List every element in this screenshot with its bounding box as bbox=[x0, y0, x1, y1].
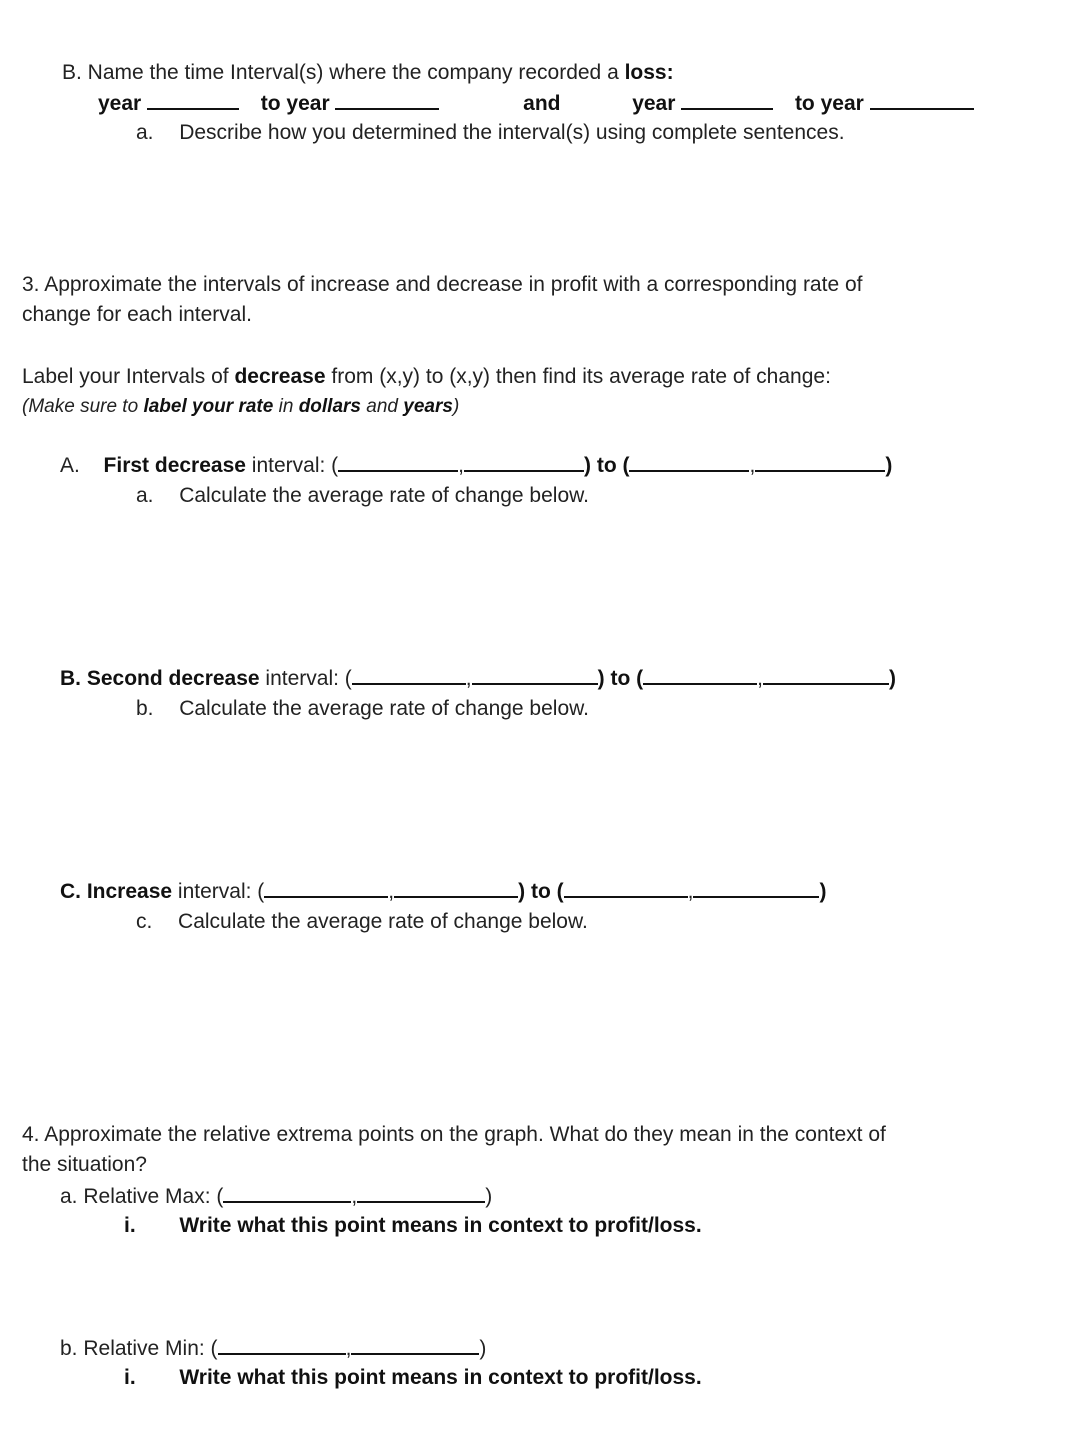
close-paren: ) bbox=[479, 1337, 487, 1360]
close-paren: ) bbox=[819, 880, 827, 903]
interval-a-sub-text: Calculate the average rate of change below. bbox=[179, 484, 589, 507]
relative-min-context-text: Write what this point means in context to profit/loss. bbox=[179, 1366, 702, 1389]
interval-c-y2-blank[interactable] bbox=[693, 878, 819, 898]
interval-b-y1-blank[interactable] bbox=[472, 665, 598, 685]
interval-c-x2-blank[interactable] bbox=[564, 878, 688, 898]
i-marker: i. bbox=[124, 1366, 136, 1389]
interval-c-sub-marker: c. bbox=[136, 910, 153, 933]
relative-max-context-text: Write what this point means in context to profit/loss. bbox=[179, 1214, 702, 1237]
year-blank-1[interactable] bbox=[147, 90, 239, 110]
sub-a-marker: a. bbox=[136, 121, 154, 144]
and-label: and bbox=[523, 92, 561, 115]
interval-b-row bbox=[60, 665, 896, 692]
relative-max-context bbox=[124, 1213, 702, 1239]
interval-a-x1-blank[interactable] bbox=[338, 452, 458, 472]
interval-a-rest: interval: ( bbox=[245, 454, 339, 477]
sub-a-text: Describe how you determined the interval(s) using complete sentences. bbox=[179, 121, 845, 144]
interval-c-sub-text: Calculate the average rate of change below. bbox=[178, 910, 588, 933]
loss-subquestion-a bbox=[136, 120, 845, 146]
interval-a-bold: First decrease bbox=[103, 454, 246, 477]
note-mid: in bbox=[273, 396, 299, 417]
year-label-2: year bbox=[632, 92, 676, 115]
interval-a-x2-blank[interactable] bbox=[629, 452, 749, 472]
q3-line-1: 3. Approximate the intervals of increase and decrease in profit with a corresponding rate of bbox=[22, 273, 863, 296]
q3-line-2: change for each interval. bbox=[22, 303, 252, 326]
comma: , bbox=[757, 667, 763, 690]
relative-min-context bbox=[124, 1365, 702, 1391]
relative-min-y-blank[interactable] bbox=[351, 1335, 479, 1355]
relative-min-label: b. Relative Min: ( bbox=[60, 1337, 218, 1360]
relative-max-y-blank[interactable] bbox=[357, 1183, 485, 1203]
comma: , bbox=[345, 1337, 352, 1360]
to-label: ) to ( bbox=[584, 454, 630, 477]
q4-line-2: the situation? bbox=[22, 1153, 147, 1176]
to-label: ) to ( bbox=[597, 667, 644, 690]
comma: , bbox=[749, 454, 756, 477]
interval-a-sub bbox=[136, 483, 589, 509]
interval-a-y2-blank[interactable] bbox=[755, 452, 885, 472]
to-year-label-1: to year bbox=[260, 92, 330, 115]
interval-b-sub-marker: b. bbox=[136, 697, 154, 720]
interval-c-sub bbox=[136, 909, 588, 935]
label-pre: Label your Intervals of bbox=[22, 365, 235, 388]
label-bold: decrease bbox=[234, 365, 326, 388]
q3-label-instruction bbox=[22, 364, 831, 390]
interval-a-sub-marker: a. bbox=[136, 484, 154, 507]
interval-b-x2-blank[interactable] bbox=[643, 665, 757, 685]
to-year-label-2: to year bbox=[794, 92, 864, 115]
relative-max-row bbox=[60, 1183, 492, 1210]
interval-b-bold: B. Second decrease bbox=[60, 667, 260, 690]
year-blank-4[interactable] bbox=[870, 90, 974, 110]
note-bold-3: years bbox=[403, 396, 453, 417]
interval-b-sub-text: Calculate the average rate of change below. bbox=[179, 697, 589, 720]
interval-a-marker: A. bbox=[60, 454, 80, 477]
to-label: ) to ( bbox=[518, 880, 564, 903]
note-bold-2: dollars bbox=[298, 396, 361, 417]
comma: , bbox=[458, 454, 464, 477]
q4-line-1: 4. Approximate the relative extrema points on the graph. What do they mean in the context of bbox=[22, 1123, 886, 1146]
interval-b-y2-blank[interactable] bbox=[763, 665, 889, 685]
relative-min-x-blank[interactable] bbox=[218, 1335, 346, 1355]
interval-b-x1-blank[interactable] bbox=[352, 665, 466, 685]
interval-c-bold: C. Increase bbox=[60, 880, 173, 903]
year-blank-3[interactable] bbox=[681, 90, 773, 110]
note-post: ) bbox=[452, 396, 460, 417]
close-paren: ) bbox=[888, 667, 896, 690]
interval-c-y1-blank[interactable] bbox=[394, 878, 518, 898]
interval-c-rest: interval: ( bbox=[172, 880, 265, 903]
comma: , bbox=[351, 1185, 358, 1208]
loss-question-bold: loss: bbox=[624, 61, 674, 84]
comma: , bbox=[687, 880, 694, 903]
year-label-1: year bbox=[98, 92, 142, 115]
relative-min-row bbox=[60, 1335, 486, 1362]
note-and: and bbox=[361, 396, 404, 417]
comma: , bbox=[388, 880, 395, 903]
year-blank-2[interactable] bbox=[335, 90, 439, 110]
close-paren: ) bbox=[485, 1185, 493, 1208]
close-paren: ) bbox=[885, 454, 893, 477]
q3-note bbox=[22, 394, 459, 420]
relative-max-label: a. Relative Max: ( bbox=[60, 1185, 224, 1208]
loss-question-text: B. Name the time Interval(s) where the company recorded a bbox=[62, 61, 625, 84]
loss-question bbox=[62, 60, 674, 86]
interval-b-sub bbox=[136, 696, 589, 722]
interval-c-x1-blank[interactable] bbox=[264, 878, 388, 898]
note-pre: (Make sure to bbox=[22, 396, 144, 417]
i-marker: i. bbox=[124, 1214, 136, 1237]
note-bold-1: label your rate bbox=[143, 396, 274, 417]
interval-b-rest: interval: ( bbox=[259, 667, 352, 690]
label-post: from (x,y) to (x,y) then find its average rate of change: bbox=[325, 365, 831, 388]
interval-a-y1-blank[interactable] bbox=[464, 452, 584, 472]
comma: , bbox=[465, 667, 472, 690]
interval-c-row bbox=[60, 878, 826, 905]
relative-max-x-blank[interactable] bbox=[223, 1183, 351, 1203]
loss-interval-row bbox=[98, 90, 974, 117]
interval-a-row bbox=[60, 452, 892, 479]
